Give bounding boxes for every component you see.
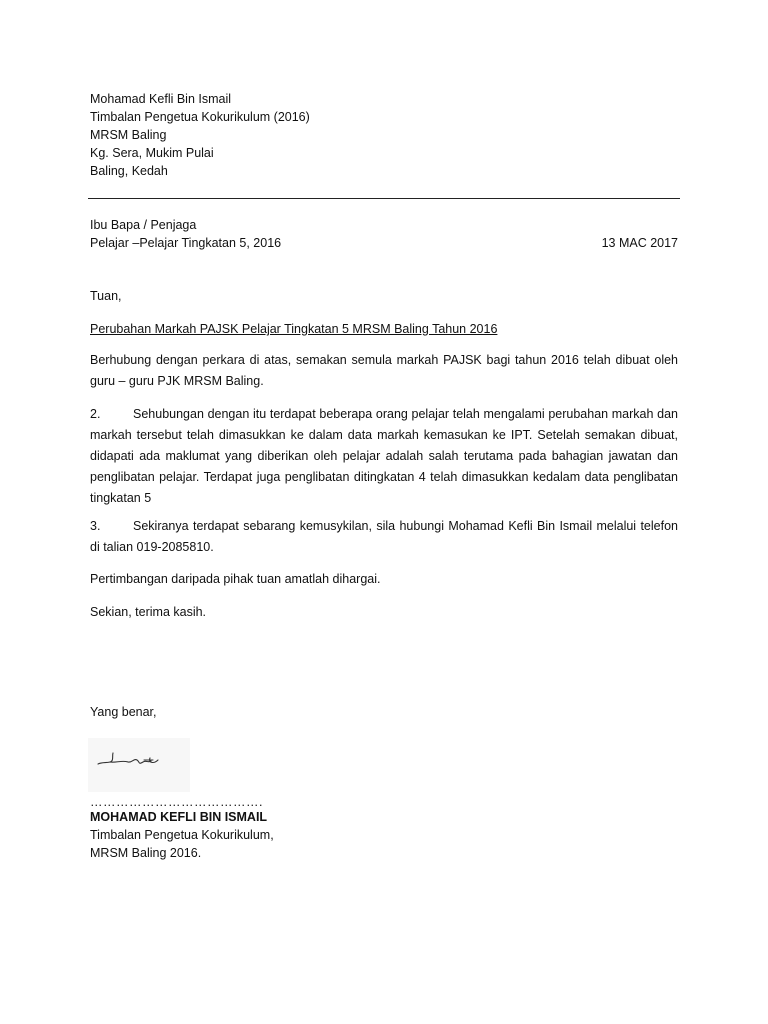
paragraph-3 xyxy=(90,516,678,558)
signature-line: …………………………………. xyxy=(90,795,263,809)
paragraph-3-number: 3. xyxy=(90,519,101,533)
signer-school: MRSM Baling 2016. xyxy=(90,846,202,860)
recipient-line-2: Pelajar –Pelajar Tingkatan 5, 2016 xyxy=(90,236,282,250)
signer-block xyxy=(90,808,678,862)
sender-name: Mohamad Kefli Bin Ismail xyxy=(90,92,232,106)
sender-school: MRSM Baling xyxy=(90,128,167,142)
paragraph-3-text: Sekiranya terdapat sebarang kemusykilan, sila hubungi Mohamad Kefli Bin Ismail melalui telefon di talian 019-2085810. xyxy=(90,519,678,554)
divider-line xyxy=(88,198,680,199)
paragraph-5: Sekian, terima kasih. xyxy=(90,605,207,619)
recipient-block xyxy=(90,216,678,252)
paragraph-4: Pertimbangan daripada pihak tuan amatlah dihargai. xyxy=(90,572,381,586)
paragraph-2-number: 2. xyxy=(90,407,101,421)
paragraph-1: Berhubung dengan perkara di atas, semakan semula markah PAJSK bagi tahun 2016 telah dibuat oleh guru – guru PJK MRSM Baling. xyxy=(90,353,678,388)
paragraph-2 xyxy=(90,404,678,509)
sender-address-line: Kg. Sera, Mukim Pulai xyxy=(90,146,214,160)
signature-image xyxy=(88,738,190,792)
sender-position: Timbalan Pengetua Kokurikulum (2016) xyxy=(90,110,310,124)
signer-name: MOHAMAD KEFLI BIN ISMAIL xyxy=(90,810,268,824)
recipient-line-1: Ibu Bapa / Penjaga xyxy=(90,218,197,232)
sender-address xyxy=(90,90,678,180)
sender-city: Baling, Kedah xyxy=(90,164,168,178)
letter-date: 13 MAC 2017 xyxy=(601,236,678,250)
letter-subject: Perubahan Markah PAJSK Pelajar Tingkatan 5 MRSM Baling Tahun 2016 xyxy=(90,322,498,336)
paragraph-2-text: Sehubungan dengan itu terdapat beberapa orang pelajar telah mengalami perubahan markah dan markah tersebut telah dimasukkan ke dalam data markah kemasukan ke IPT. Setelah semakan dibuat, didapati ada maklumat yang diberikan oleh pelajar adalah salah terutama pada bahagian jawatan dan penglibatan pelajar. Terdapat juga penglibatan ditingkatan 4 telah dimasukkan kedalam data penglibatan tingkatan 5 xyxy=(90,407,678,505)
signer-position: Timbalan Pengetua Kokurikulum, xyxy=(90,828,274,842)
closing: Yang benar, xyxy=(90,705,157,719)
salutation: Tuan, xyxy=(90,289,122,303)
